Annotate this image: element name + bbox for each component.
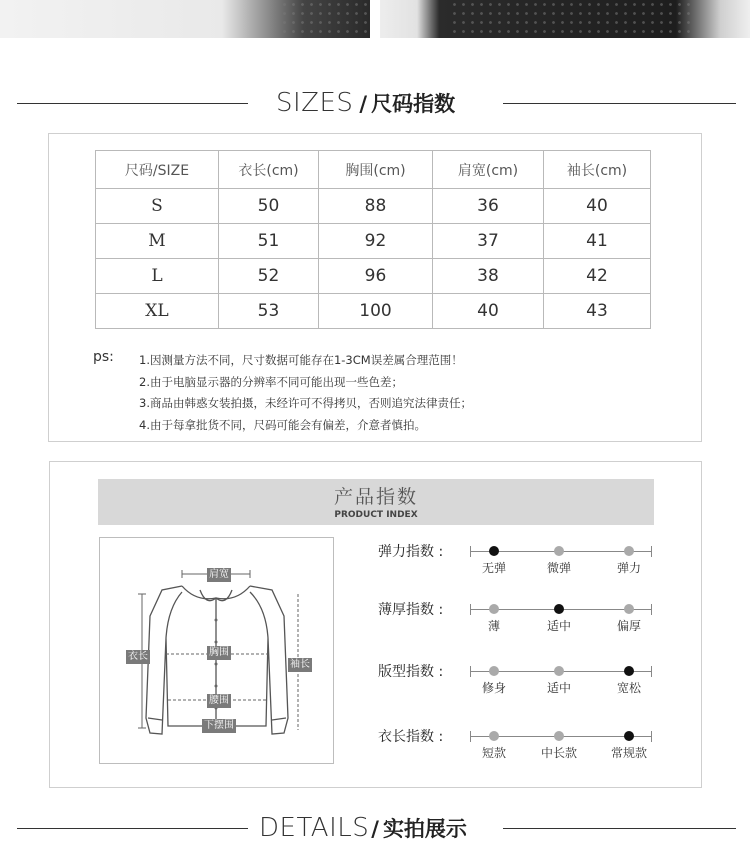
index-option: 偏厚 (616, 619, 642, 633)
table-row (96, 189, 651, 224)
note-item: 3.商品由韩惑女装拍摄，未经许可不得拷贝，否则追究法律责任； (139, 396, 472, 410)
index-option: 适中 (546, 619, 572, 633)
label-chest: 胸围 (209, 647, 229, 658)
index-dot (554, 546, 564, 556)
label-sleeve: 袖长 (290, 659, 310, 670)
index-dot (554, 731, 564, 741)
divider-left (17, 103, 248, 104)
index-option: 弹力 (616, 561, 642, 575)
label-length: 衣长 (128, 651, 148, 662)
table-cell: 52 (219, 259, 319, 294)
table-cell: 36 (433, 189, 544, 224)
notes-prefix: ps: (93, 349, 114, 365)
index-label: 衣长指数 : (378, 729, 444, 745)
size-table (95, 150, 651, 329)
header-cell: 尺码/SIZE (96, 151, 219, 189)
table-cell: 37 (433, 224, 544, 259)
table-cell: 100 (319, 294, 433, 329)
table-header-row (96, 151, 651, 189)
index-dot-selected (624, 666, 634, 676)
table-cell: 51 (219, 224, 319, 259)
table-cell: 40 (544, 189, 651, 224)
index-dot (624, 546, 634, 556)
index-label: 版型指数 : (378, 664, 444, 680)
size-cell: XL (96, 294, 219, 329)
table-cell: 43 (544, 294, 651, 329)
index-option: 短款 (481, 746, 507, 760)
index-dot-selected (624, 731, 634, 741)
size-cell: M (96, 224, 219, 259)
table-cell: 92 (319, 224, 433, 259)
header-cell: 肩宽(cm) (433, 151, 544, 189)
index-option: 无弹 (481, 561, 507, 575)
divider-right (503, 828, 736, 829)
divider-right (503, 103, 736, 104)
table-cell: 88 (319, 189, 433, 224)
index-label: 弹力指数 : (378, 544, 444, 560)
shirt-measurement-diagram (99, 537, 334, 764)
index-label: 薄厚指数 : (378, 602, 444, 618)
index-option: 常规款 (610, 746, 648, 760)
table-cell: 53 (219, 294, 319, 329)
table-row (96, 294, 651, 329)
product-index-title: 产品指数 (333, 486, 418, 508)
table-cell: 40 (433, 294, 544, 329)
index-dot-selected (554, 604, 564, 614)
index-dot (489, 666, 499, 676)
product-photo-left (0, 0, 370, 38)
product-photo-right (380, 0, 750, 38)
size-cell: S (96, 189, 219, 224)
index-option: 适中 (546, 681, 572, 695)
index-option: 中长款 (540, 746, 578, 760)
table-cell: 42 (544, 259, 651, 294)
label-waist: 腰围 (209, 695, 229, 706)
note-item: 2.由于电脑显示器的分辨率不同可能出现一些色差； (139, 374, 403, 389)
header-cell: 胸围(cm) (319, 151, 433, 189)
note-item: 4.由于每拿批货不同，尺码可能会有偏差，介意者慎拍。 (139, 417, 426, 432)
index-option: 修身 (481, 681, 507, 695)
table-cell: 50 (219, 189, 319, 224)
header-cell: 衣长(cm) (219, 151, 319, 189)
index-option: 微弹 (546, 561, 572, 575)
table-cell: 41 (544, 224, 651, 259)
index-dot-selected (489, 546, 499, 556)
details-section-title: DETAILS/ 实拍展示 (259, 813, 467, 843)
header-cell: 袖长(cm) (544, 151, 651, 189)
index-dot (489, 731, 499, 741)
index-option: 宽松 (616, 681, 642, 695)
product-index-subtitle: PRODUCT INDEX (334, 510, 418, 520)
table-row (96, 224, 651, 259)
index-dot (624, 604, 634, 614)
notes-list (139, 350, 472, 436)
index-dot (554, 666, 564, 676)
product-index-header (98, 479, 654, 525)
label-hem: 下摆围 (204, 720, 234, 731)
sizes-section-title: SIZES / 尺码指数 (276, 88, 456, 118)
index-dot (489, 604, 499, 614)
table-row (96, 259, 651, 294)
table-cell: 38 (433, 259, 544, 294)
size-cell: L (96, 259, 219, 294)
label-shoulder: 肩宽 (209, 569, 229, 580)
index-option: 薄 (487, 619, 501, 633)
table-cell: 96 (319, 259, 433, 294)
note-item: 1.因测量方法不同，尺寸数据可能存在1-3CM误差属合理范围！ (139, 353, 463, 367)
divider-left (17, 828, 248, 829)
